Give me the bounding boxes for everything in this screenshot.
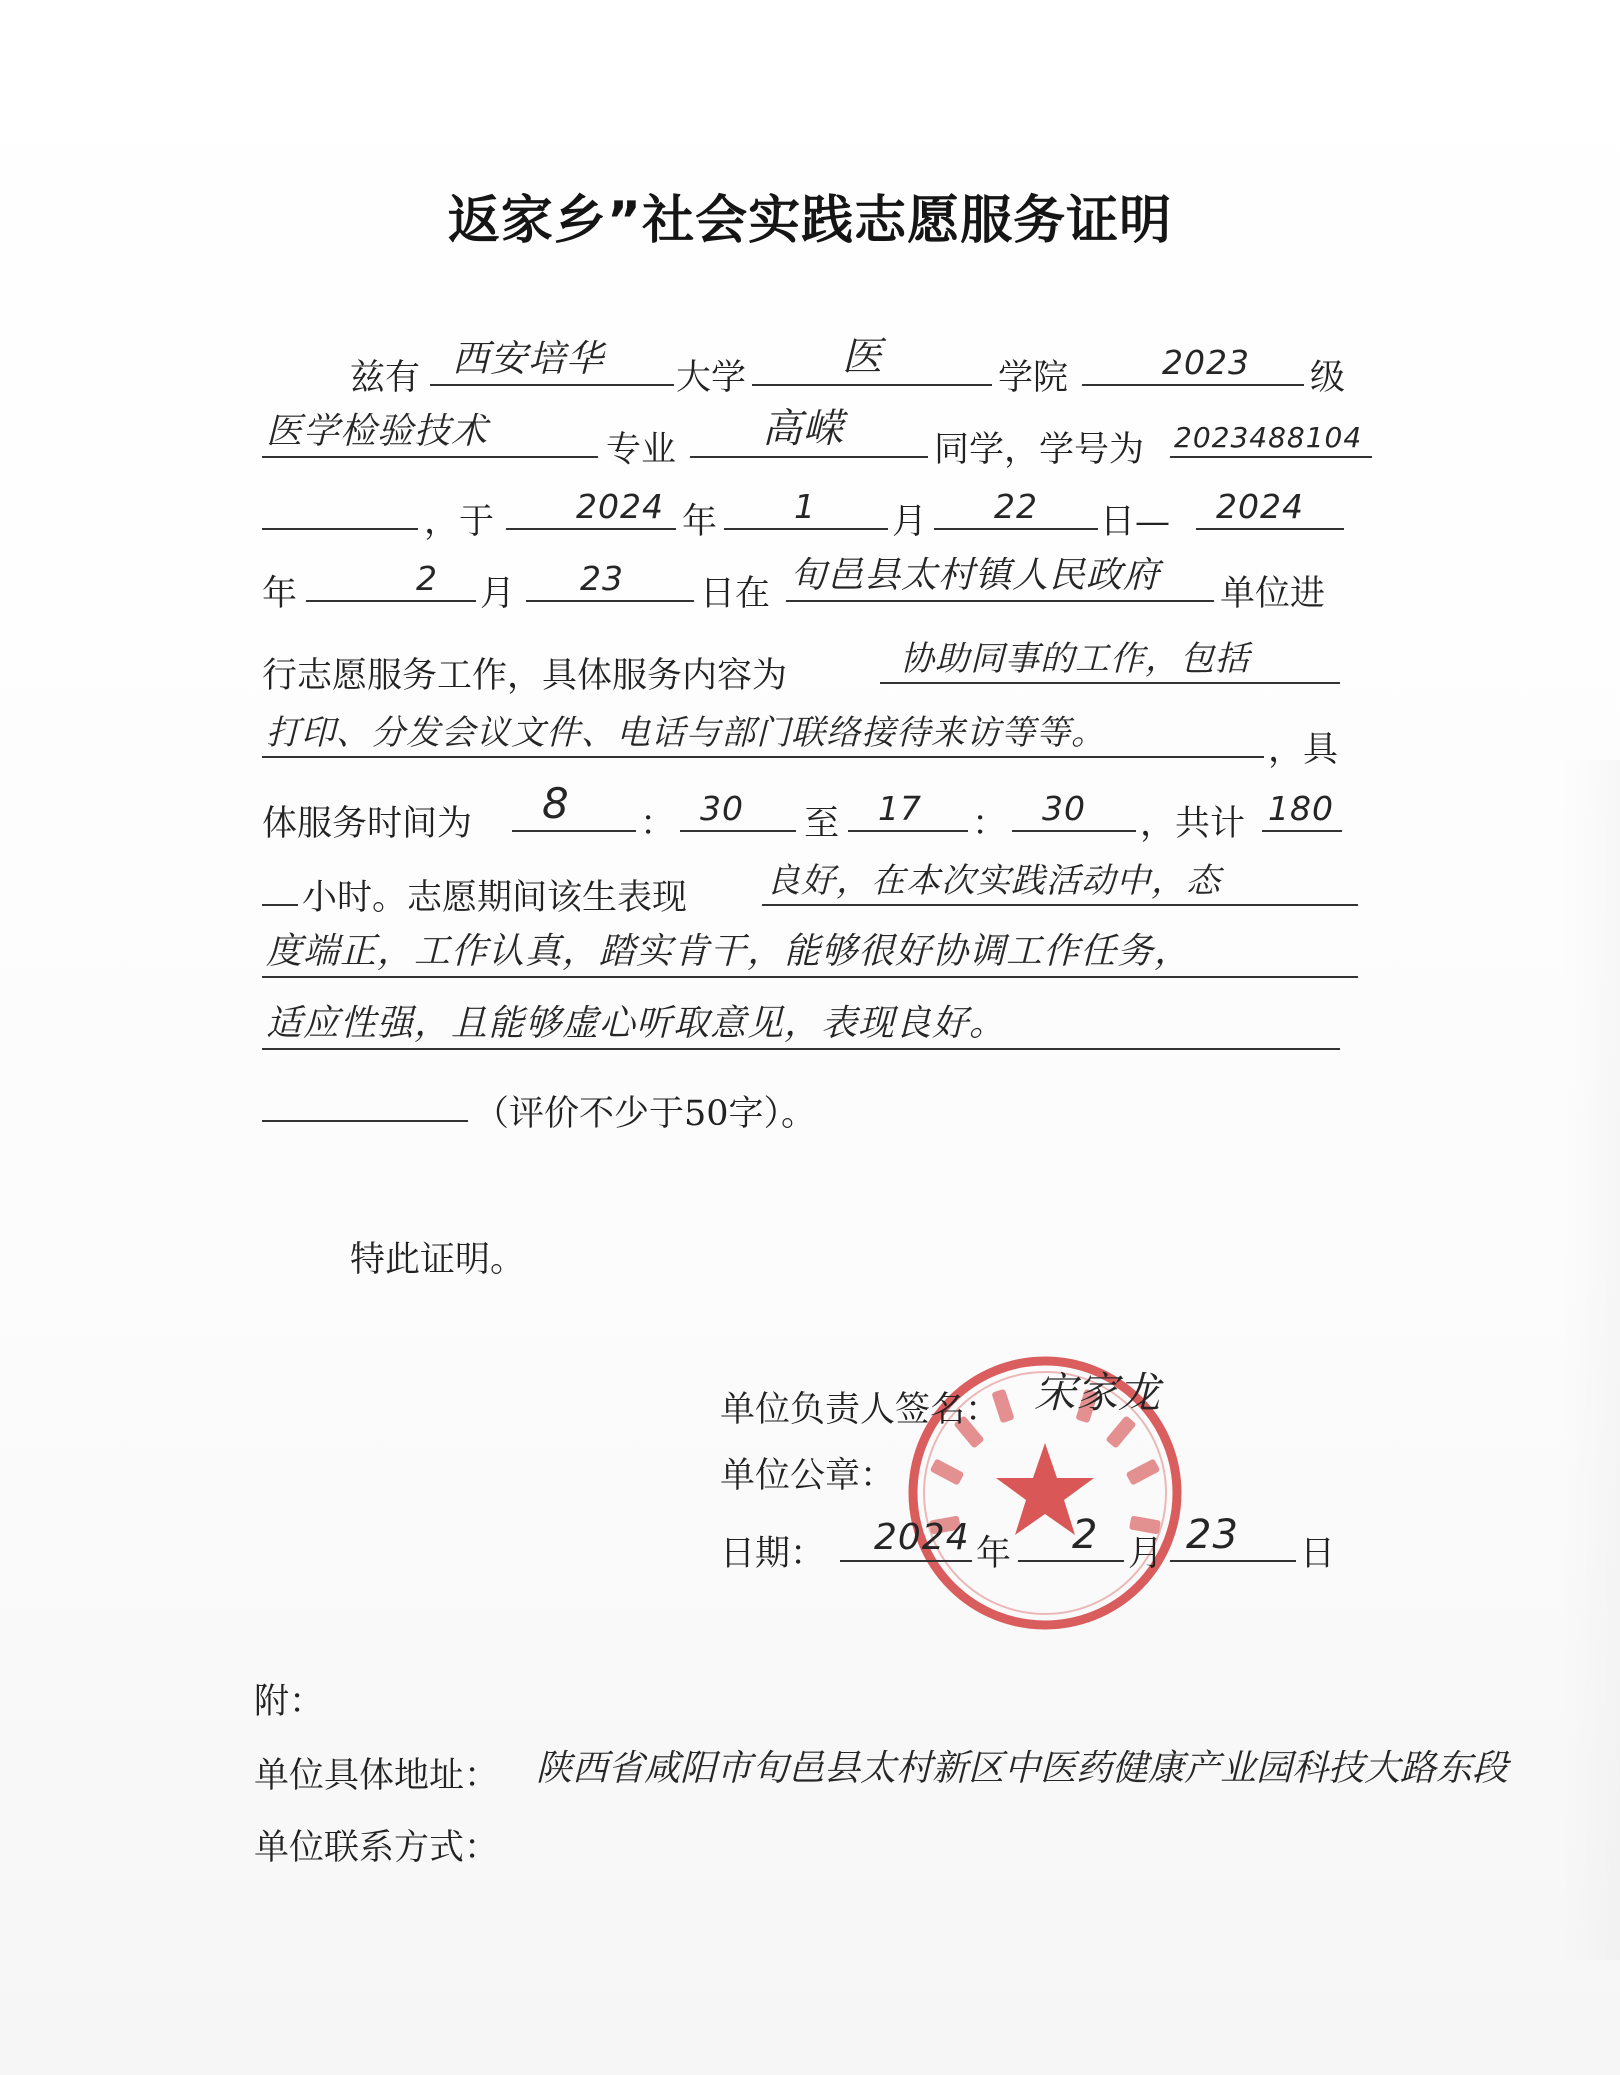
text-yu: ，于 [424, 502, 495, 542]
text-colon-1: ： [640, 804, 676, 844]
service-content-field-2 [262, 712, 1264, 758]
evaluation-handwriting-1: 良好，在本次实践活动中，态 [766, 861, 1221, 901]
end-year-field [1196, 484, 1344, 530]
start-year-handwriting: 2024 [576, 487, 664, 526]
end-hour-handwriting: 17 [878, 789, 922, 828]
text-service-content-label: 行志愿服务工作，具体服务内容为 [262, 656, 788, 696]
text-hours-performance: 小时。志愿期间该生表现 [302, 878, 688, 918]
start-hour-field [512, 779, 636, 832]
text-sign-nian: 年 [976, 1534, 1012, 1574]
start-month-handwriting: 1 [794, 487, 816, 526]
end-month-field [306, 556, 476, 602]
service-content-handwriting-1: 协助同事的工作，包括 [900, 639, 1250, 679]
start-month-field [724, 484, 888, 530]
total-hours-handwriting: 180 [1268, 789, 1334, 828]
text-ziyou: 兹有 [350, 358, 421, 398]
text-evaluation-note: （评价不少于50字）。 [474, 1094, 817, 1134]
text-contact-label: 单位联系方式： [254, 1828, 500, 1868]
major-handwriting: 医学检验技术 [266, 411, 489, 452]
text-ri-dash: 日— [1100, 502, 1171, 542]
total-hours-field [1262, 786, 1342, 832]
sign-year-handwriting: 2024 [874, 1517, 970, 1558]
evaluation-handwriting-2: 度端正，工作认真，踏实肯干，能够很好协调工作任务， [266, 931, 1192, 972]
address-handwriting: 陕西省咸阳市旬邑县太村新区中医药健康产业园科技大路东段 [536, 1748, 1509, 1789]
evaluation-continuation-line [262, 1076, 468, 1122]
end-day-handwriting: 23 [580, 559, 624, 598]
text-seal-label: 单位公章： [720, 1456, 896, 1496]
text-ji: 级 [1310, 358, 1346, 398]
blank-line-3 [262, 484, 418, 530]
unit-handwriting: 旬邑县太村镇人民政府 [790, 555, 1161, 596]
text-nian-1: 年 [682, 502, 718, 542]
student-name-field [690, 406, 928, 458]
major-field [262, 412, 598, 458]
sign-day-field [1170, 1512, 1296, 1562]
end-year-handwriting: 2024 [1216, 487, 1304, 526]
evaluation-field-2 [262, 932, 1358, 978]
grade-handwriting: 2023 [1162, 343, 1250, 382]
text-zhi: 至 [804, 804, 840, 844]
sign-day-handwriting: 23 [1186, 1512, 1239, 1558]
text-ri-zai: 日在 [700, 574, 771, 614]
end-day-field [526, 556, 694, 602]
university-field [430, 337, 674, 386]
text-sign-ri: 日 [1300, 1534, 1336, 1574]
text-address-label: 单位具体地址： [254, 1756, 500, 1796]
document-title: 返家乡”社会实践志愿服务证明 [447, 191, 1173, 251]
sign-month-handwriting: 2 [1072, 1512, 1099, 1558]
text-leader-signature-label: 单位负责人签名： [720, 1390, 1001, 1430]
text-colon-2: ： [972, 804, 1008, 844]
end-minute-handwriting: 30 [1042, 789, 1086, 828]
text-yue-1: 月 [892, 502, 928, 542]
start-year-field [506, 484, 676, 530]
sign-year-field [840, 1516, 972, 1562]
text-daxue: 大学 [676, 358, 747, 398]
text-tongxue-xuehao: 同学，学号为 [934, 430, 1145, 470]
student-id-field [1170, 412, 1372, 458]
total-hours-continuation-line [262, 860, 298, 906]
start-hour-handwriting: 8 [542, 779, 570, 828]
text-certify: 特此证明。 [350, 1240, 526, 1280]
text-danweijin: 单位进 [1220, 574, 1326, 614]
service-content-field-1 [880, 638, 1340, 684]
text-zhuanye: 专业 [606, 430, 677, 470]
leader-signature-handwriting: 宋家龙 [1034, 1368, 1161, 1417]
unit-field [786, 556, 1214, 602]
student-name-handwriting: 高嵘 [762, 406, 844, 452]
text-gongji: ，共计 [1140, 804, 1246, 844]
student-id-handwriting: 2023488104 [1174, 421, 1363, 454]
evaluation-handwriting-3: 适应性强，且能够虚心听取意见，表现良好。 [266, 1003, 1007, 1044]
paper-edge-shadow [1560, 760, 1620, 1960]
start-minute-field [680, 786, 796, 832]
start-day-field [934, 484, 1098, 530]
evaluation-field-1 [762, 860, 1358, 906]
college-field [752, 334, 992, 386]
end-hour-field [848, 786, 968, 832]
evaluation-field-3 [262, 1004, 1340, 1050]
sign-month-field [1018, 1512, 1124, 1562]
grade-field [1082, 340, 1304, 386]
text-date-label: 日期： [720, 1534, 826, 1574]
start-day-handwriting: 22 [994, 487, 1038, 526]
text-ju: ，具 [1268, 730, 1339, 770]
text-appendix-label: 附： [254, 1682, 325, 1722]
college-handwriting: 医 [842, 334, 883, 380]
university-handwriting: 西安培华 [452, 337, 604, 380]
end-month-handwriting: 2 [416, 559, 438, 598]
service-content-handwriting-2: 打印、分发会议文件、电话与部门联络接待来访等等。 [266, 713, 1106, 753]
text-nian-2: 年 [262, 574, 298, 614]
start-minute-handwriting: 30 [700, 789, 744, 828]
text-sign-yue: 月 [1128, 1534, 1164, 1574]
text-yue-2: 月 [480, 574, 516, 614]
text-service-time-label: 体服务时间为 [262, 804, 473, 844]
text-xueyuan: 学院 [998, 358, 1069, 398]
end-minute-field [1012, 786, 1136, 832]
